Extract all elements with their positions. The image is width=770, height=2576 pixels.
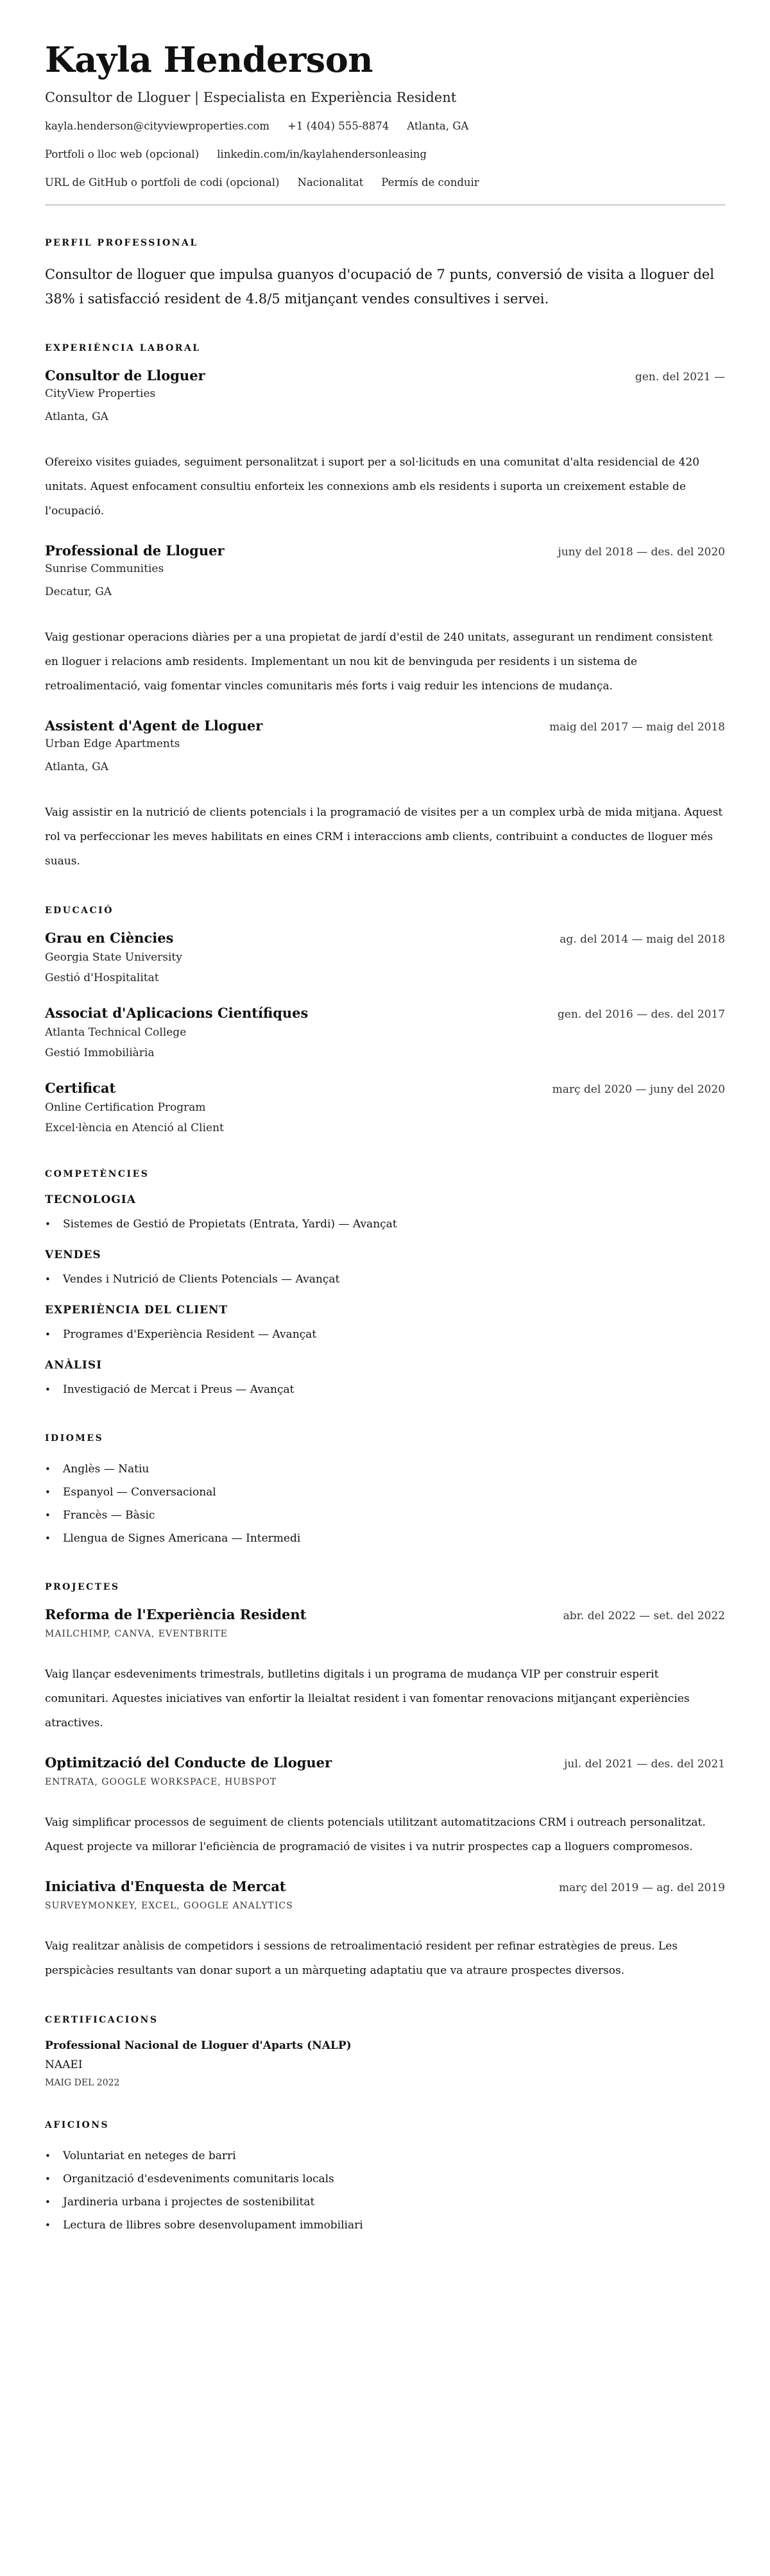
contact-item: Atlanta, GA (407, 120, 469, 132)
entry-header (45, 1606, 725, 1622)
entry-header (45, 367, 725, 383)
certification-title: Professional Nacional de Lloguer d'Aparts (NALP) (45, 2039, 352, 2052)
summary-text: Consultor de lloguer que impulsa guanyos d'ocupació de 7 punts, conversió de visita a lloguer del 38% i satisfacció resident de 4.8/5 mitjançant vendes consultives i servei. (45, 267, 714, 307)
section-heading: EDUCACIÓ (45, 905, 114, 916)
skill-group-heading: ANÀLISI (45, 1359, 103, 1372)
language-item: • Espanyol — Conversacional (45, 1481, 725, 1504)
certification-date: MAIG DEL 2022 (45, 2078, 120, 2088)
skill-item: • Vendes i Nutrició de Clients Potencials — Avançat (45, 1268, 725, 1291)
skill-list (45, 1213, 725, 1236)
education-dates: març del 2020 — juny del 2020 (552, 1083, 725, 1096)
job-location: Atlanta, GA (45, 761, 108, 773)
language-item: • Llengua de Signes Americana — Intermedi (45, 1527, 725, 1550)
project-title: Iniciativa d'Enquesta de Mercat (45, 1878, 286, 1894)
language-list (45, 1458, 725, 1550)
project-entry (45, 1606, 725, 1735)
resume-header (45, 37, 725, 206)
field-of-study: Gestió d'Hospitalitat (45, 972, 159, 984)
contact-item: Nacionalitat (297, 176, 364, 189)
header-divider (45, 204, 725, 206)
experience-entry (45, 718, 725, 873)
certification-issuer: NAAEI (45, 2058, 83, 2071)
experience-section (45, 343, 725, 873)
contact-row (45, 119, 725, 133)
contact-item[interactable]: kayla.henderson@cityviewproperties.com (45, 120, 270, 132)
project-dates: març del 2019 — ag. del 2019 (558, 1881, 725, 1894)
languages-section (45, 1433, 725, 1550)
job-location: Decatur, GA (45, 585, 112, 598)
project-technologies: MAILCHIMP, CANVA, EVENTBRITE (45, 1629, 228, 1639)
contact-item: URL de GitHub o portfoli de codi (opcional) (45, 176, 280, 189)
job-dates: gen. del 2021 — (635, 371, 725, 383)
company-name: CityView Properties (45, 387, 156, 400)
experience-entry (45, 543, 725, 698)
entry-header (45, 930, 725, 946)
project-description: Vaig llançar esdeveniments trimestrals, butlletins digitals i un programa de mudança VIP per construir esperit comunitari. Aquestes iniciatives van enfortir la lleialtat resident i van fomentar renovacions mitjançant experiències atractives. (45, 1668, 690, 1730)
section-heading: PERFIL PROFESSIONAL (45, 238, 198, 248)
education-entry (45, 1080, 725, 1137)
summary-section (45, 238, 725, 311)
education-entry (45, 930, 725, 987)
project-technologies: SURVEYMONKEY, EXCEL, GOOGLE ANALYTICS (45, 1901, 293, 1911)
section-heading: CERTIFICACIONS (45, 2015, 158, 2025)
hobby-item: • Voluntariat en neteges de barri (45, 2144, 725, 2168)
job-description: Ofereixo visites guiades, seguiment personalitzat i suport per a sol·licituds en una comunitat d'alta residencial de 420 unitats. Aquest enfocament consultiu enforteix les connexions amb els residents i suporta un creixement estable de l'ocupació. (45, 456, 699, 518)
education-dates: ag. del 2014 — maig del 2018 (560, 933, 725, 946)
skill-group-heading: VENDES (45, 1249, 101, 1261)
section-heading: PROJECTES (45, 1582, 120, 1592)
project-description: Vaig realitzar anàlisis de competidors i sessions de retroalimentació resident per refinar estratègies de preus. Les perspicàcies resultants van donar suport a un màrqueting adaptatiu que va atraure prospectes diversos. (45, 1940, 678, 1977)
entry-header (45, 1080, 725, 1096)
candidate-name: Kayla Henderson (45, 39, 373, 80)
degree-title: Associat d'Aplicacions Científiques (45, 1005, 309, 1021)
company-name: Sunrise Communities (45, 562, 164, 575)
skills-section (45, 1169, 725, 1401)
hobbies-section (45, 2120, 725, 2237)
entry-header (45, 543, 725, 559)
hobby-list (45, 2144, 725, 2237)
skill-list (45, 1378, 725, 1401)
hobby-item: • Lectura de llibres sobre desenvolupament immobiliari (45, 2214, 725, 2237)
job-title: Consultor de Lloguer (45, 367, 205, 383)
project-dates: jul. del 2021 — des. del 2021 (564, 1758, 725, 1771)
experience-entry (45, 367, 725, 523)
institution-name: Atlanta Technical College (45, 1026, 187, 1039)
skill-group-heading: TECNOLOGIA (45, 1193, 136, 1206)
skill-item: • Sistemes de Gestió de Propietats (Entrata, Yardi) — Avançat (45, 1213, 725, 1236)
skill-item: • Programes d'Experiència Resident — Avançat (45, 1323, 725, 1346)
contact-item[interactable]: linkedin.com/in/kaylahendersonleasing (217, 148, 427, 160)
project-title: Reforma de l'Experiència Resident (45, 1606, 307, 1622)
institution-name: Online Certification Program (45, 1101, 206, 1114)
contact-row (45, 147, 725, 162)
degree-title: Certificat (45, 1080, 116, 1096)
projects-section (45, 1582, 725, 1983)
education-section (45, 905, 725, 1137)
project-technologies: ENTRATA, GOOGLE WORKSPACE, HUBSPOT (45, 1777, 277, 1787)
job-description: Vaig gestionar operacions diàries per a una propietat de jardí d'estil de 240 unitats, assegurant un rendiment consistent en lloguer i relacions amb residents. Implementant un nou kit de benvinguda per residents i un sistema de retroalimentació, vaig fomentar vincles comunitaris més forts i vaig reduir les intencions de mudança. (45, 631, 713, 693)
project-entry (45, 1755, 725, 1859)
section-heading: AFICIONS (45, 2120, 110, 2130)
education-dates: gen. del 2016 — des. del 2017 (557, 1008, 725, 1021)
field-of-study: Excel·lència en Atenció al Client (45, 1122, 224, 1134)
contact-item[interactable]: +1 (404) 555-8874 (287, 120, 389, 132)
project-title: Optimització del Conducte de Lloguer (45, 1755, 332, 1771)
job-dates: maig del 2017 — maig del 2018 (549, 721, 725, 734)
project-dates: abr. del 2022 — set. del 2022 (563, 1610, 725, 1622)
education-entry (45, 1005, 725, 1062)
section-heading: COMPETÈNCIES (45, 1169, 150, 1179)
company-name: Urban Edge Apartments (45, 737, 180, 750)
candidate-subtitle: Consultor de Lloguer | Especialista en Experiència Resident (45, 90, 457, 105)
entry-header (45, 718, 725, 734)
contact-item: Permís de conduir (381, 176, 479, 189)
language-item: • Francès — Bàsic (45, 1504, 725, 1527)
section-heading: IDIOMES (45, 1433, 104, 1444)
project-entry (45, 1878, 725, 1983)
skill-group-heading: EXPERIÈNCIA DEL CLIENT (45, 1304, 228, 1317)
hobby-item: • Jardineria urbana i projectes de sostenibilitat (45, 2191, 725, 2214)
field-of-study: Gestió Immobiliària (45, 1047, 155, 1059)
language-item: • Anglès — Natiu (45, 1458, 725, 1481)
contact-info (45, 119, 725, 190)
skill-item: • Investigació de Mercat i Preus — Avançat (45, 1378, 725, 1401)
hobby-item: • Organització d'esdeveniments comunitaris locals (45, 2168, 725, 2191)
job-dates: juny del 2018 — des. del 2020 (558, 546, 725, 559)
job-title: Assistent d'Agent de Lloguer (45, 718, 263, 734)
job-description: Vaig assistir en la nutrició de clients potencials i la programació de visites per a un complex urbà de mida mitjana. Aquest rol va perfeccionar les meves habilitats en eines CRM i interaccions amb clients, contribuint a conductes de lloguer més suaus. (45, 806, 723, 868)
job-location: Atlanta, GA (45, 410, 108, 423)
degree-title: Grau en Ciències (45, 930, 174, 946)
certification-entry (45, 2039, 725, 2088)
skill-list (45, 1323, 725, 1346)
skill-list (45, 1268, 725, 1291)
section-heading: EXPERIÈNCIA LABORAL (45, 343, 201, 353)
project-description: Vaig simplificar processos de seguiment de clients potencials utilitzant automatitzacions CRM i outreach personalitzat. Aquest projecte va millorar l'eficiència de programació de visites i va nutrir prospectes cap a lloguers compromesos. (45, 1816, 706, 1853)
contact-row (45, 176, 725, 190)
entry-header (45, 1755, 725, 1771)
contact-item: Portfoli o lloc web (opcional) (45, 148, 200, 160)
entry-header (45, 1005, 725, 1021)
certifications-section (45, 2015, 725, 2088)
job-title: Professional de Lloguer (45, 543, 225, 559)
entry-header (45, 1878, 725, 1894)
institution-name: Georgia State University (45, 951, 182, 964)
